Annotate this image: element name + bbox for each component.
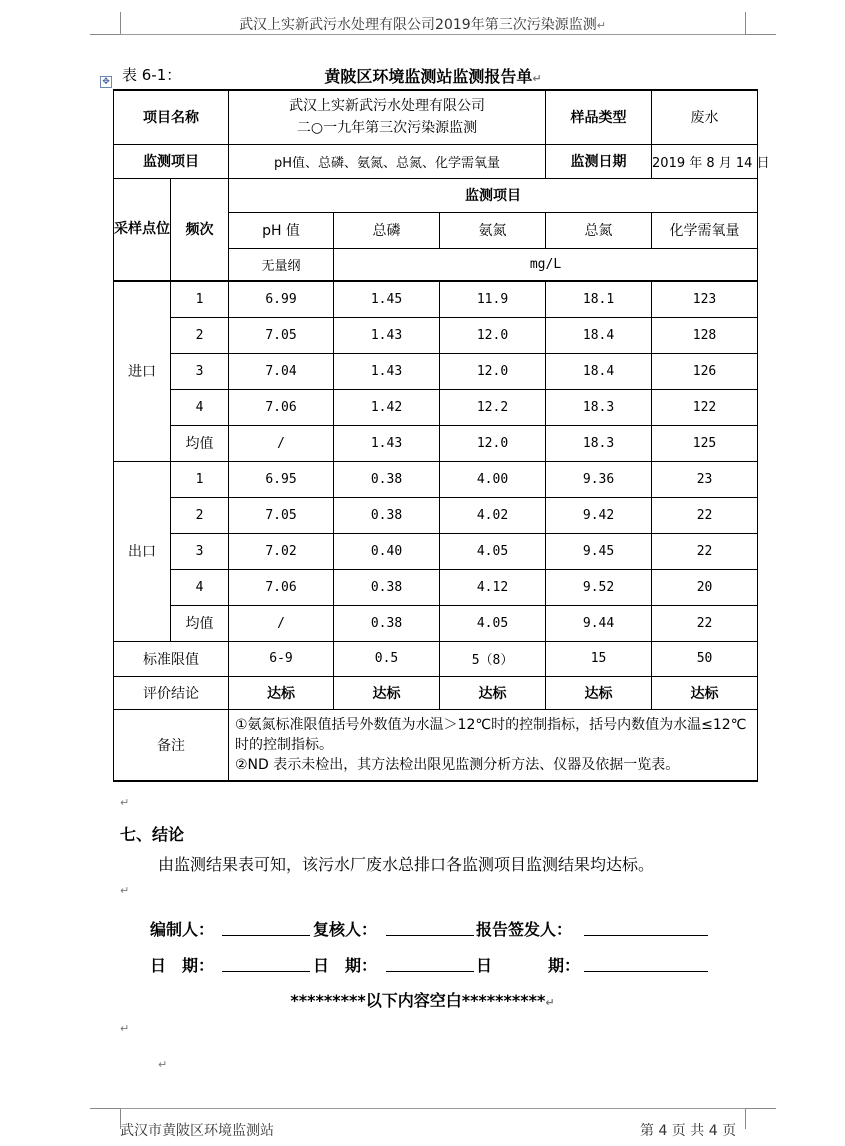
data-cell: 7.06 <box>229 389 334 425</box>
paragraph-mark: ↵ <box>120 796 130 809</box>
data-cell: 125 <box>652 425 758 461</box>
conclusion-cell: 达标 <box>334 676 440 709</box>
frequency-cell: 1 <box>171 461 229 497</box>
data-cell: 128 <box>652 317 758 353</box>
data-cell: 9.52 <box>546 569 652 605</box>
footer-organization: 武汉市黄陂区环境监测站 <box>120 1123 274 1139</box>
column-header: 氨氮 <box>440 212 546 248</box>
data-cell: 12.0 <box>440 425 546 461</box>
paragraph-mark: ↵ <box>120 1022 130 1035</box>
data-cell: 12.0 <box>440 353 546 389</box>
date-label: 监测日期 <box>546 144 652 178</box>
conclusion-cell: 达标 <box>440 676 546 709</box>
frequency-cell: 2 <box>171 497 229 533</box>
date-label-2: 日 期： <box>313 956 378 975</box>
data-cell: 9.36 <box>546 461 652 497</box>
frequency-cell: 2 <box>171 317 229 353</box>
data-cell: 7.06 <box>229 569 334 605</box>
editor-label: 编制人： <box>150 920 215 939</box>
data-cell: 22 <box>652 533 758 569</box>
standard-cell: 50 <box>652 641 758 676</box>
data-cell: / <box>229 605 334 641</box>
project-name-value: 武汉上实新武污水处理有限公司 二○一九年第三次污染源监测 <box>229 90 546 144</box>
data-cell: 0.40 <box>334 533 440 569</box>
data-cell: 18.1 <box>546 281 652 317</box>
frequency-cell: 3 <box>171 353 229 389</box>
crop-mark-bottom-right <box>745 1108 776 1129</box>
data-cell: 0.38 <box>334 569 440 605</box>
standard-cell: 15 <box>546 641 652 676</box>
issuer-label: 报告签发人： <box>476 920 573 939</box>
data-cell: 0.38 <box>334 461 440 497</box>
data-cell: / <box>229 425 334 461</box>
data-cell: 22 <box>652 605 758 641</box>
data-cell: 18.4 <box>546 317 652 353</box>
frequency-mean-cell: 均值 <box>171 425 229 461</box>
date-line-2 <box>386 971 474 972</box>
footer-rule <box>120 1108 745 1109</box>
standard-limit-label: 标准限值 <box>114 641 229 676</box>
data-cell: 23 <box>652 461 758 497</box>
data-cell: 4.00 <box>440 461 546 497</box>
standard-cell: 5（8） <box>440 641 546 676</box>
conclusion-paragraph: 由监测结果表可知，该污水厂废水总排口各监测项目监测结果均达标。 <box>158 855 655 874</box>
frequency-cell: 4 <box>171 569 229 605</box>
page-header: 武汉上实新武污水处理有限公司2019年第三次污染源监测↵ <box>239 17 606 33</box>
inlet-label: 进口 <box>114 281 171 461</box>
standard-cell: 0.5 <box>334 641 440 676</box>
data-cell: 1.45 <box>334 281 440 317</box>
unit-ph: 无量纲 <box>229 248 334 281</box>
frequency-cell: 3 <box>171 533 229 569</box>
data-cell: 9.45 <box>546 533 652 569</box>
header-rule <box>120 34 745 35</box>
data-cell: 4.12 <box>440 569 546 605</box>
data-cell: 0.38 <box>334 605 440 641</box>
crop-mark-top-left <box>90 12 121 35</box>
data-cell: 7.05 <box>229 317 334 353</box>
section-heading: 七、结论 <box>120 825 185 844</box>
remark-text: ①氨氮标准限值括号外数值为水温＞12℃时的控制指标，括号内数值为水温≤12℃时的控制指标。 ②ND 表示未检出，其方法检出限见监测分析方法、仪器及依据一览表。 <box>229 709 758 781</box>
data-cell: 9.42 <box>546 497 652 533</box>
date-line-1 <box>222 971 310 972</box>
issuer-signature-line <box>584 935 708 936</box>
data-cell: 18.3 <box>546 425 652 461</box>
date-line-3 <box>584 971 708 972</box>
crop-mark-bottom-left <box>90 1108 121 1129</box>
data-cell: 7.02 <box>229 533 334 569</box>
date-label-3-char: 日 <box>476 956 493 975</box>
data-cell: 126 <box>652 353 758 389</box>
data-cell: 18.4 <box>546 353 652 389</box>
frequency-cell: 4 <box>171 389 229 425</box>
data-cell: 12.2 <box>440 389 546 425</box>
data-cell: 12.0 <box>440 317 546 353</box>
column-header: 化学需氧量 <box>652 212 758 248</box>
date-value: 2019 年 8 月 14 日 <box>652 144 758 178</box>
conclusion-cell: 达标 <box>652 676 758 709</box>
sample-type-label: 样品类型 <box>546 90 652 144</box>
conclusion-cell: 达标 <box>546 676 652 709</box>
data-cell: 11.9 <box>440 281 546 317</box>
reviewer-label: 复核人： <box>313 920 378 939</box>
blank-notice: *********以下内容空白**********↵ <box>290 991 555 1010</box>
date-label-3: 期： <box>548 956 581 975</box>
data-cell: 122 <box>652 389 758 425</box>
data-cell: 1.43 <box>334 317 440 353</box>
frequency-mean-cell: 均值 <box>171 605 229 641</box>
date-label-1: 日 期： <box>150 956 215 975</box>
data-cell: 9.44 <box>546 605 652 641</box>
data-cell: 1.43 <box>334 353 440 389</box>
outlet-label: 出口 <box>114 461 171 641</box>
items-value: pH值、总磷、氨氮、总氮、化学需氧量 <box>229 144 546 178</box>
monitoring-report-table <box>113 89 770 782</box>
conclusion-cell: 达标 <box>229 676 334 709</box>
paragraph-mark: ↵ <box>158 1058 168 1071</box>
standard-cell: 6-9 <box>229 641 334 676</box>
column-header: 总氮 <box>546 212 652 248</box>
editor-signature-line <box>222 935 310 936</box>
column-header: pH 值 <box>229 212 334 248</box>
remark-label: 备注 <box>114 709 229 781</box>
data-cell: 4.05 <box>440 605 546 641</box>
crop-mark-top-right <box>745 12 776 35</box>
sample-type-value: 废水 <box>652 90 758 144</box>
data-cell: 0.38 <box>334 497 440 533</box>
items-header: 监测项目 <box>229 178 758 212</box>
frequency-cell: 1 <box>171 281 229 317</box>
data-cell: 18.3 <box>546 389 652 425</box>
data-cell: 1.43 <box>334 425 440 461</box>
reviewer-signature-line <box>386 935 474 936</box>
column-header: 总磷 <box>334 212 440 248</box>
data-cell: 123 <box>652 281 758 317</box>
table-move-handle-icon[interactable]: ✥ <box>100 76 112 88</box>
data-cell: 4.05 <box>440 533 546 569</box>
paragraph-mark: ↵ <box>120 884 130 897</box>
data-cell: 6.99 <box>229 281 334 317</box>
data-cell: 7.05 <box>229 497 334 533</box>
data-cell: 6.95 <box>229 461 334 497</box>
project-name-label: 项目名称 <box>114 90 229 144</box>
data-cell: 7.04 <box>229 353 334 389</box>
table-title: 黄陂区环境监测站监测报告单↵ <box>324 67 542 86</box>
data-cell: 22 <box>652 497 758 533</box>
data-cell: 20 <box>652 569 758 605</box>
table-number: 表 6-1： <box>122 66 182 84</box>
unit-mg-per-l: mg/L <box>334 248 758 281</box>
data-cell: 4.02 <box>440 497 546 533</box>
data-cell: 1.42 <box>334 389 440 425</box>
items-label: 监测项目 <box>114 144 229 178</box>
sampling-point-label: 采样点位 <box>114 178 171 281</box>
conclusion-label: 评价结论 <box>114 676 229 709</box>
frequency-label: 频次 <box>171 178 229 281</box>
footer-page-number: 第 4 页 共 4 页 <box>640 1123 737 1139</box>
